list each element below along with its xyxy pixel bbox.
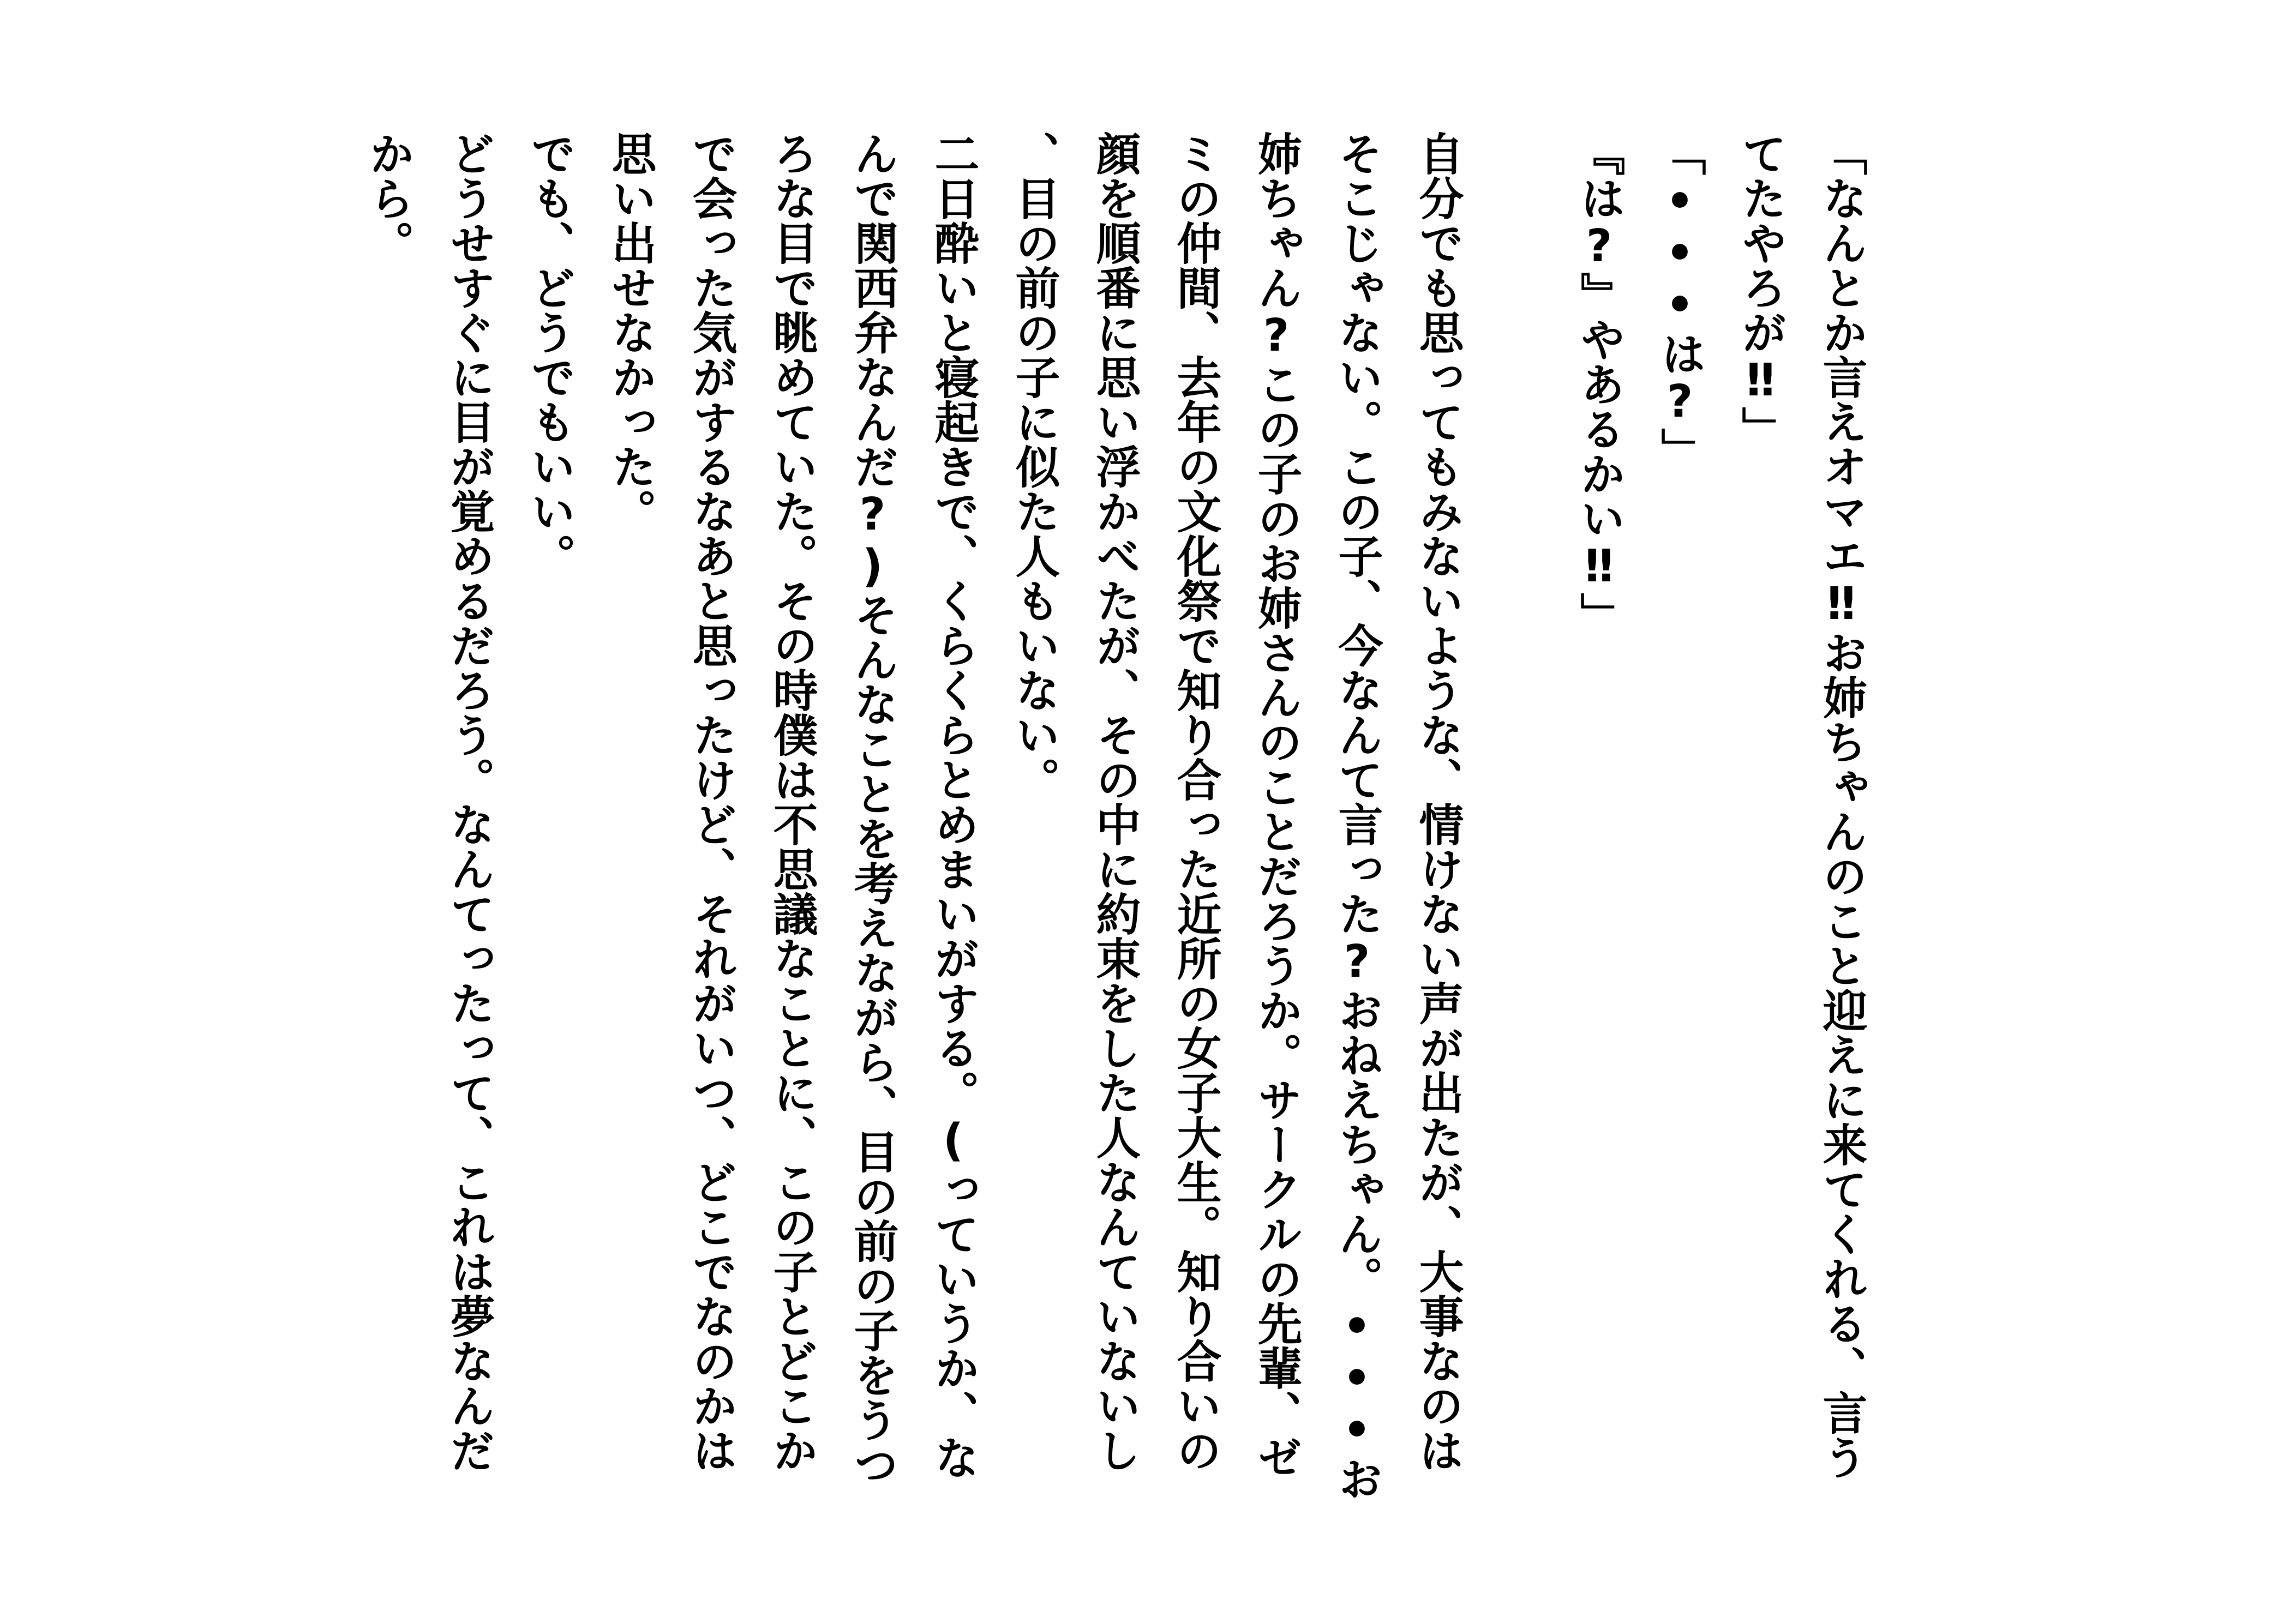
narration-paragraph: 二日酔いと寝起きで、くらくらとめまいがする。(っていうか、なんで関西弁なんだ?)そんなことを考えながら、目の前の子をうつろな目で眺めていた。その時僕は不思議なことに、この子とどこかで会った気がするなあと思ったけど、それがいつ、どこでなのかは思い出せなかった。 [604, 131, 979, 1487]
vertical-text-body [347, 131, 1881, 1505]
paragraph-gap [1478, 131, 1558, 1505]
narration-paragraph: どうせすぐに目が覚めるだろう。なんてったって、これは夢なんだから。 [362, 131, 495, 1472]
dialogue-line: 「•••は?」 [1654, 131, 1706, 472]
dialogue-line: 「なんとか言えオマエ‼お姉ちゃんのこと迎えに来てくれる、言うてたやろが‼」 [1735, 131, 1867, 1480]
narration-paragraph: 自分でも思ってもみないような、情けない声が出たが、大事なのはそこじゃない。この子、今なんて言った?おねえちゃん。•••お姉ちゃん?この子のお姉さんのことだろうか。サークルの先輩、ゼミの仲間、去年の文化祭で知り合った近所の女子大生。知り合いの顔を順番に思い浮かべたが、その中に約束をした人なんていないし、目の前の子に似た人もいない。 [1008, 131, 1464, 1501]
dialogue-line: 『は?』やあるかい‼」 [1573, 131, 1625, 637]
narration-paragraph: でも、どうでもいい。 [524, 131, 576, 578]
